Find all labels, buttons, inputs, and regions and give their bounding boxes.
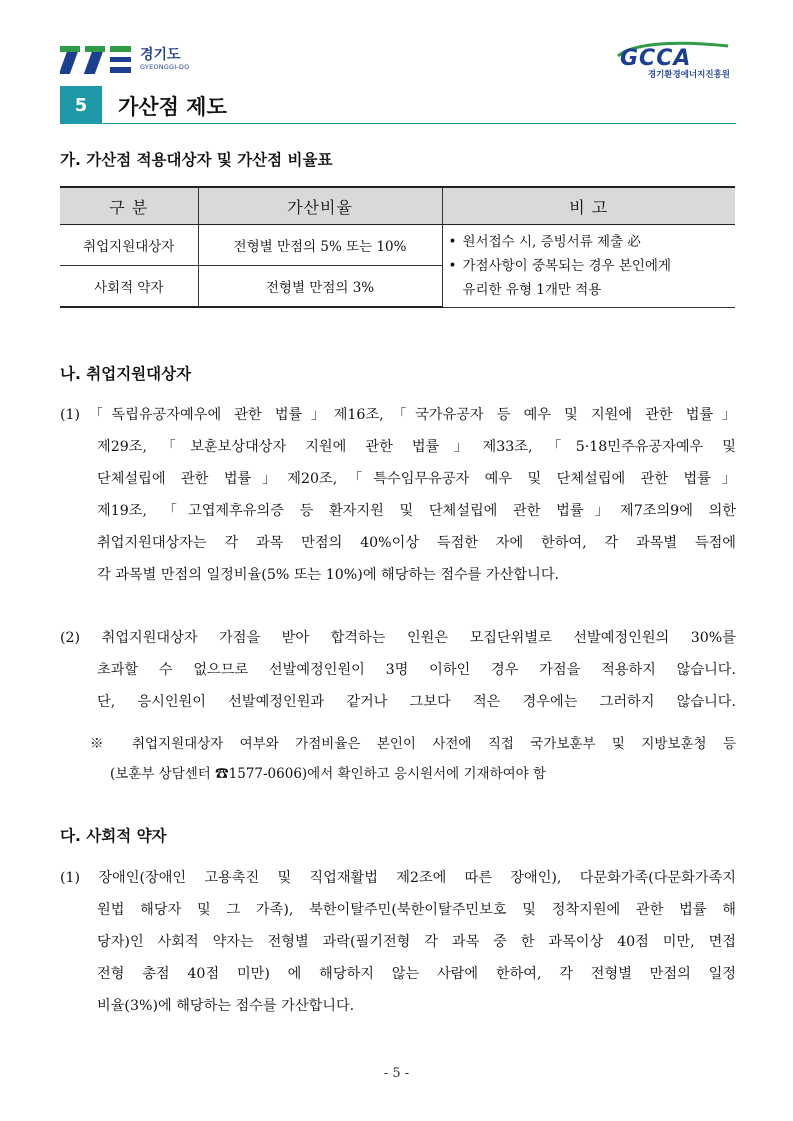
- gcca-logo-org: 경기환경에너지진흥원: [647, 70, 730, 80]
- gyeonggi-logo-name: 경기도: [140, 47, 181, 63]
- paragraph-line: 원법 해당자 및 그 가족), 북한이탈주민(북한이탈주민보호 및 정착지원에 관한 법률 해: [97, 902, 736, 918]
- subheading-a: 가. 가산점 적용대상자 및 가산점 비율표: [60, 151, 333, 169]
- gcca-logo-mark: [612, 38, 734, 68]
- row-rate: 전형별 만점의 5% 또는 10%: [198, 225, 442, 266]
- remark-item-continued: 유리한 유형 1개만 적용: [462, 281, 602, 298]
- remarks-cell: [442, 225, 735, 308]
- paragraph-line: 전형 총점 40점 미만) 에 해당하지 않는 사람에 한하여, 각 전형별 만점의 일정: [97, 966, 736, 982]
- row-category: 취업지원대상자: [60, 225, 198, 266]
- subheading-b: 나. 취업지원대상자: [60, 365, 192, 383]
- table-row: [60, 225, 735, 266]
- header-category: 구 분: [60, 187, 198, 225]
- paragraph-line: (1)「독립유공자예우에 관한 법률」제16조,「국가유공자 등 예우 및 지원에 관한 법률」: [60, 407, 736, 423]
- header-rate: 가산비율: [198, 187, 442, 225]
- paragraph-line: 취업지원대상자는 각 과목 만점의 40%이상 득점한 자에 한하여, 각 과목별 득점에: [97, 535, 736, 551]
- row-category: 사회적 약자: [60, 266, 198, 308]
- header-remarks: 비 고: [442, 187, 735, 225]
- paragraph-c1: [60, 862, 736, 1022]
- paragraph-line: (1) 장애인(장애인 고용촉진 및 직업재활법 제2조에 따른 장애인), 다문화가족(다문화가족지: [60, 870, 736, 886]
- remark-item: • 가점사항이 중복되는 경우 본인에게: [449, 254, 730, 278]
- remark-item: • 원서접수 시, 증빙서류 제출 必: [449, 230, 730, 254]
- paragraph-b1: [60, 399, 736, 591]
- note-line: ※ 취업지원대상자 여부와 가점비율은 본인이 사전에 직접 국가보훈부 및 지방보훈청 등: [90, 736, 736, 752]
- paragraph-line: (2) 취업지원대상자 가점을 받아 합격하는 인원은 모집단위별로 선발예정인원의 30%를: [60, 630, 736, 646]
- note-line: (보훈부 상담센터 ☎1577-0606)에서 확인하고 응시원서에 기재하여야 함: [110, 766, 547, 782]
- paragraph-b2: [60, 622, 736, 718]
- paragraph-line: 초과할 수 없으므로 선발예정인원이 3명 이하인 경우 가점을 적용하지 않습니다.: [97, 662, 736, 678]
- gyeonggi-logo-icon: [60, 46, 132, 74]
- gcca-logo-text: GCCA: [620, 46, 692, 68]
- table-header-row: [60, 187, 735, 225]
- paragraph-line: 제19조, 「고엽제후유의증 등 환자지원 및 단체설립에 관한 법률」제7조의9에 의한: [97, 503, 736, 519]
- rates-table: [60, 186, 735, 308]
- paragraph-line: 제29조,「보훈보상대상자 지원에 관한 법률」제33조,「5·18민주유공자예우 및: [97, 439, 736, 455]
- row-rate: 전형별 만점의 3%: [198, 266, 442, 308]
- paragraph-line: 단, 응시인원이 선발예정인원과 같거나 그보다 적은 경우에는 그러하지 않습니다.: [97, 694, 736, 710]
- page-number: - 5 -: [383, 1066, 410, 1081]
- subheading-c: 다. 사회적 약자: [60, 827, 167, 845]
- paragraph-line: 당자)인 사회적 약자는 전형별 과락(필기전형 각 과목 중 한 과목이상 40점 미만, 면접: [97, 934, 736, 950]
- section-heading: [60, 86, 736, 126]
- section-number: 5: [60, 86, 102, 124]
- paragraph-line: 단체설립에 관한 법률」제20조,「특수임무유공자 예우 및 단체설립에 관한 법률」: [97, 471, 736, 487]
- section-title: 가산점 제도: [118, 95, 227, 119]
- paragraph-line: 비율(3%)에 해당하는 점수를 가산합니다.: [97, 998, 355, 1014]
- gyeonggi-logo: [60, 44, 210, 76]
- paragraph-line: 각 과목별 만점의 일정비율(5% 또는 10%)에 해당하는 점수를 가산합니다.: [97, 567, 560, 583]
- section-divider: [102, 123, 736, 124]
- gcca-logo: [610, 38, 734, 82]
- gyeonggi-logo-sub: GYEONGGI-DO: [140, 63, 190, 71]
- note-b: [90, 729, 736, 789]
